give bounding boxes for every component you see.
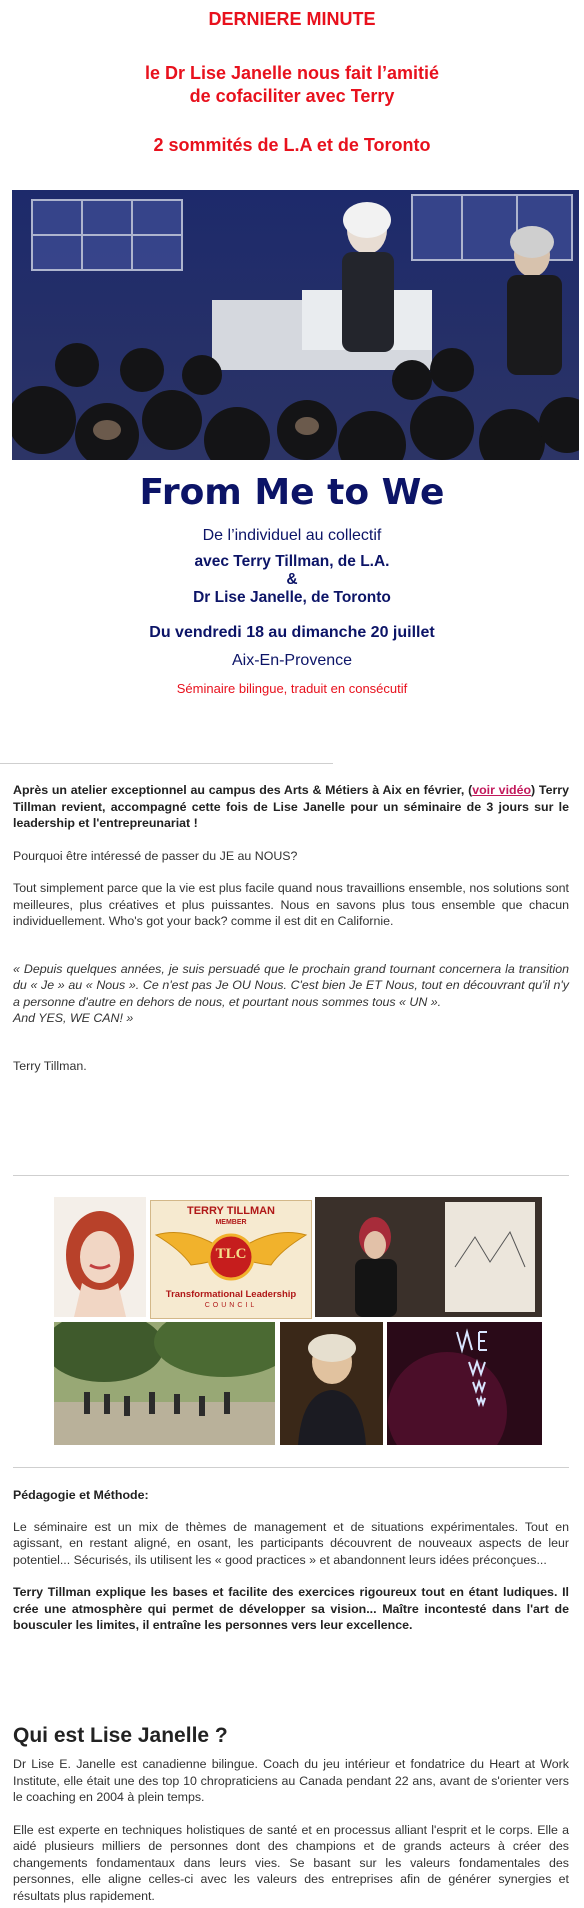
lise-portrait [54,1197,146,1317]
method-section [13,1487,569,1634]
terry-portrait [280,1322,383,1445]
facilitator-terry: avec Terry Tillman, de L.A. [194,553,390,570]
facilitator-ampersand: & [286,571,298,588]
event-dates: Du vendredi 18 au dimanche 20 juillet [149,624,435,641]
tlc-logo-initials: TLC [215,1246,247,1262]
tlc-logo-member: MEMBER [215,1219,247,1226]
event-title: From Me to We [139,472,445,513]
outdoor-group-photo [54,1322,275,1445]
question-text: Pourquoi être intéressé de passer du JE au NOUS? [13,848,298,863]
event-facilitators [0,553,584,607]
headline-sommites: 2 sommités de L.A et de Toronto [153,135,431,155]
intro-paragraph [13,782,569,832]
method-heading: Pédagogie et Méthode: [13,1488,149,1502]
conference-photo [12,190,579,460]
lise-paragraph-1: Dr Lise E. Janelle est canadienne bilingue. Coach du jeu intérieur et fondatrice du Heart at Work Institute, elle était une des top 10 chropraticiens au Canada pendant 22 ans, avant de s'orienter vers le coaching en 2004 à plein temps. [13,1757,569,1804]
quote-text: « Depuis quelques années, je suis persuadé que le prochain grand tournant concernera la transition du « Je » au « Nous ». Ce n'est pas Je OU Nous. C'est bien Je ET Nous, tout en découvrant qu'il n'y a personne d'autre en dehors de nous, et pourtant nous sommes tous « UN ». [13,961,569,1009]
quote-yes-we-can: And YES, WE CAN! » [13,1011,134,1025]
intro-text-start: Après un atelier exceptionnel au campus des Arts & Métiers à Aix en février, ( [13,783,473,797]
conference-scene [12,190,579,460]
method-paragraph-1: Le séminaire est un mix de thèmes de management et de situations expérimentales. Tout en agissant, en restant aligné, en osant, les participants découvrent de nouveaux aspects de leur potentiel... Sécurisés, ils utilisent les « good practices » et abandonnent leurs idées préconçues... [13,1519,569,1567]
facilitator-lise: Dr Lise Janelle, de Toronto [193,589,391,606]
event-subtitle: De l’individuel au collectif [202,527,382,544]
headline-line-a: le Dr Lise Janelle nous fait l’amitié [144,63,440,83]
presentation-photo [315,1197,542,1317]
divider [13,1467,569,1468]
headline-line-b: de cofaciliter avec Terry [189,86,395,106]
divider [0,763,333,764]
why-paragraph: Tout simplement parce que la vie est plus facile quand nous travaillions ensemble, nos solutions sont meilleures, plus créatives et plus puissantes. Nous en savons plus tous ensemble que chacun individuellement. Who's got your back? comme il est dit en Californie. [13,881,569,928]
headline-announcement [0,62,584,108]
me-we-neon-photo [387,1322,542,1445]
quote-paragraph [13,961,569,1027]
lise-heading: Qui est Lise Janelle ? [13,1724,228,1747]
intro-text-end: ) Terry Tillman revient, accompagné cette fois de Lise Janelle pour un séminaire de 3 jours sur le leadership et l'entrepreunariat ! [13,783,569,830]
event-note: Séminaire bilingue, traduit en consécutif [176,681,408,696]
voir-video-link[interactable]: voir vidéo [472,783,532,797]
tlc-logo-top: TERRY TILLMAN [187,1205,275,1217]
divider [13,1175,569,1176]
signature: Terry Tillman. [13,1058,87,1073]
lise-paragraph-2: Elle est experte en techniques holistiques de santé et en processus alliant l'esprit et le corps. Elle a aidé plusieurs milliers de personnes dont des champions et de grands acteurs à créer des changements fondamentaux dans leurs vies. Se basant sur les valeurs fondamentales des personnes, elle aligne celles-ci avec les valeurs des entreprises afin de générer synergies et résultats plus rapidement. [13,1822,569,1903]
headline-derniere-minute: DERNIERE MINUTE [208,9,376,29]
tlc-logo [150,1200,312,1319]
intro-section [13,782,569,1074]
method-paragraph-2: Terry Tillman explique les bases et facilite des exercices rigoureux tout en étant ludiques. Il crée une atmosphère qui permet de développer sa vision... Maître incontesté dans l'art de bousculer les limites, il entraîne les personnes vers leur excellence. [13,1585,569,1632]
event-location: Aix-En-Provence [231,652,353,669]
lise-section [13,1756,569,1904]
tlc-logo-name: Transformational Leadership [165,1289,297,1300]
tlc-logo-council: COUNCIL [204,1302,258,1309]
